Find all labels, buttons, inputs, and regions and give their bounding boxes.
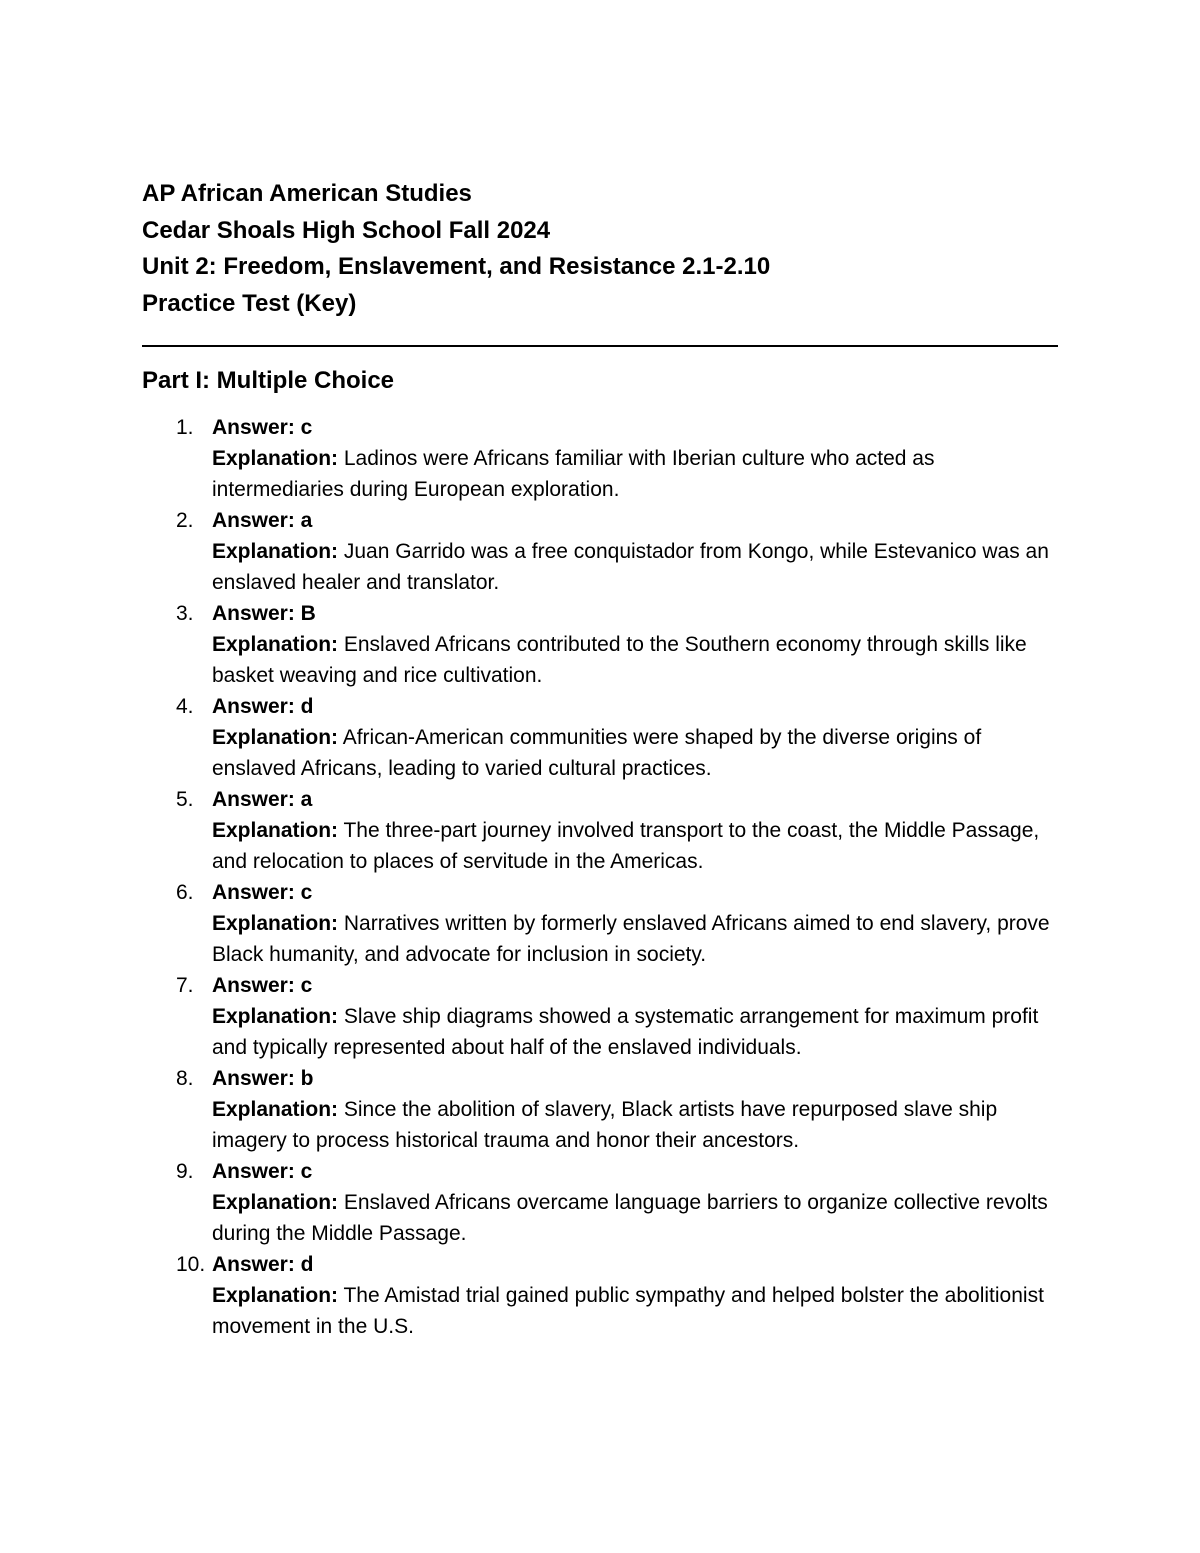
explanation-label: Explanation: — [212, 1284, 339, 1307]
explanation-label: Explanation: — [212, 1005, 339, 1028]
explanation — [212, 1187, 1058, 1249]
unit-title: Unit 2: Freedom, Enslavement, and Resistance 2.1-2.10 — [142, 253, 771, 280]
explanation — [212, 536, 1058, 598]
section-title: Part I: Multiple Choice — [142, 367, 395, 394]
answer-line: Answer: a — [212, 509, 313, 532]
document-page — [142, 176, 1058, 1342]
explanation-text: Enslaved Africans contributed to the Southern economy through skills like basket weaving and rice cultivation. — [212, 633, 1027, 687]
test-title: Practice Test (Key) — [142, 289, 357, 317]
answer-item — [142, 1063, 1058, 1156]
item-number: 8. — [176, 1067, 194, 1090]
document-header — [142, 176, 1058, 322]
explanation-label: Explanation: — [212, 726, 339, 749]
answer-item — [142, 1156, 1058, 1249]
explanation-text: Ladinos were Africans familiar with Iberian culture who acted as intermediaries during European exploration. — [212, 447, 935, 501]
answer-line: Answer: c — [212, 974, 313, 997]
item-number: 3. — [176, 602, 194, 625]
horizontal-rule — [142, 345, 1058, 347]
explanation — [212, 1001, 1058, 1063]
explanation-text: The three-part journey involved transport to the coast, the Middle Passage, and relocation to places of servitude in the Americas. — [212, 819, 1040, 873]
explanation — [212, 629, 1058, 691]
answer-line: Answer: c — [212, 1160, 313, 1183]
item-number: 6. — [176, 881, 194, 904]
answer-line: Answer: d — [212, 695, 314, 718]
answer-item — [142, 970, 1058, 1063]
item-number: 2. — [176, 509, 194, 532]
item-number: 4. — [176, 695, 194, 718]
item-number: 1. — [176, 416, 194, 439]
school-term: Cedar Shoals High School Fall 2024 — [142, 216, 551, 244]
explanation-text: Juan Garrido was a free conquistador from Kongo, while Estevanico was an enslaved healer and translator. — [212, 540, 1049, 594]
item-number: 9. — [176, 1160, 194, 1183]
answer-line: Answer: b — [212, 1067, 314, 1090]
explanation — [212, 908, 1058, 970]
explanation — [212, 722, 1058, 784]
answer-line: Answer: d — [212, 1253, 314, 1276]
answer-line: Answer: c — [212, 881, 313, 904]
answer-item — [142, 877, 1058, 970]
explanation — [212, 443, 1058, 505]
answer-item — [142, 598, 1058, 691]
explanation-text: Since the abolition of slavery, Black artists have repurposed slave ship imagery to process historical trauma and honor their ancestors. — [212, 1098, 998, 1152]
answer-list — [142, 412, 1058, 1342]
answer-item — [142, 1249, 1058, 1342]
course-title: AP African American Studies — [142, 180, 472, 207]
answer-item — [142, 505, 1058, 598]
explanation-text: Enslaved Africans overcame language barriers to organize collective revolts during the Middle Passage. — [212, 1191, 1048, 1245]
explanation — [212, 815, 1058, 877]
explanation-label: Explanation: — [212, 819, 339, 842]
answer-line: Answer: a — [212, 788, 313, 811]
explanation-text: The Amistad trial gained public sympathy and helped bolster the abolitionist movement in the U.S. — [212, 1284, 1044, 1338]
explanation-label: Explanation: — [212, 540, 339, 563]
explanation-text: Slave ship diagrams showed a systematic arrangement for maximum profit and typically represented about half of the enslaved individuals. — [212, 1005, 1039, 1059]
answer-item — [142, 412, 1058, 505]
explanation-text: African-American communities were shaped by the diverse origins of enslaved Africans, leading to varied cultural practices. — [212, 726, 982, 780]
explanation-label: Explanation: — [212, 1191, 339, 1214]
explanation-label: Explanation: — [212, 447, 339, 470]
item-number: 10. — [176, 1253, 206, 1276]
explanation-label: Explanation: — [212, 633, 339, 656]
explanation — [212, 1094, 1058, 1156]
explanation-label: Explanation: — [212, 912, 339, 935]
explanation — [212, 1280, 1058, 1342]
answer-line: Answer: B — [212, 602, 316, 625]
answer-item — [142, 784, 1058, 877]
answer-line: Answer: c — [212, 416, 313, 439]
item-number: 7. — [176, 974, 194, 997]
item-number: 5. — [176, 788, 194, 811]
answer-item — [142, 691, 1058, 784]
explanation-label: Explanation: — [212, 1098, 339, 1121]
explanation-text: Narratives written by formerly enslaved Africans aimed to end slavery, prove Black humanity, and advocate for inclusion in society. — [212, 912, 1050, 966]
